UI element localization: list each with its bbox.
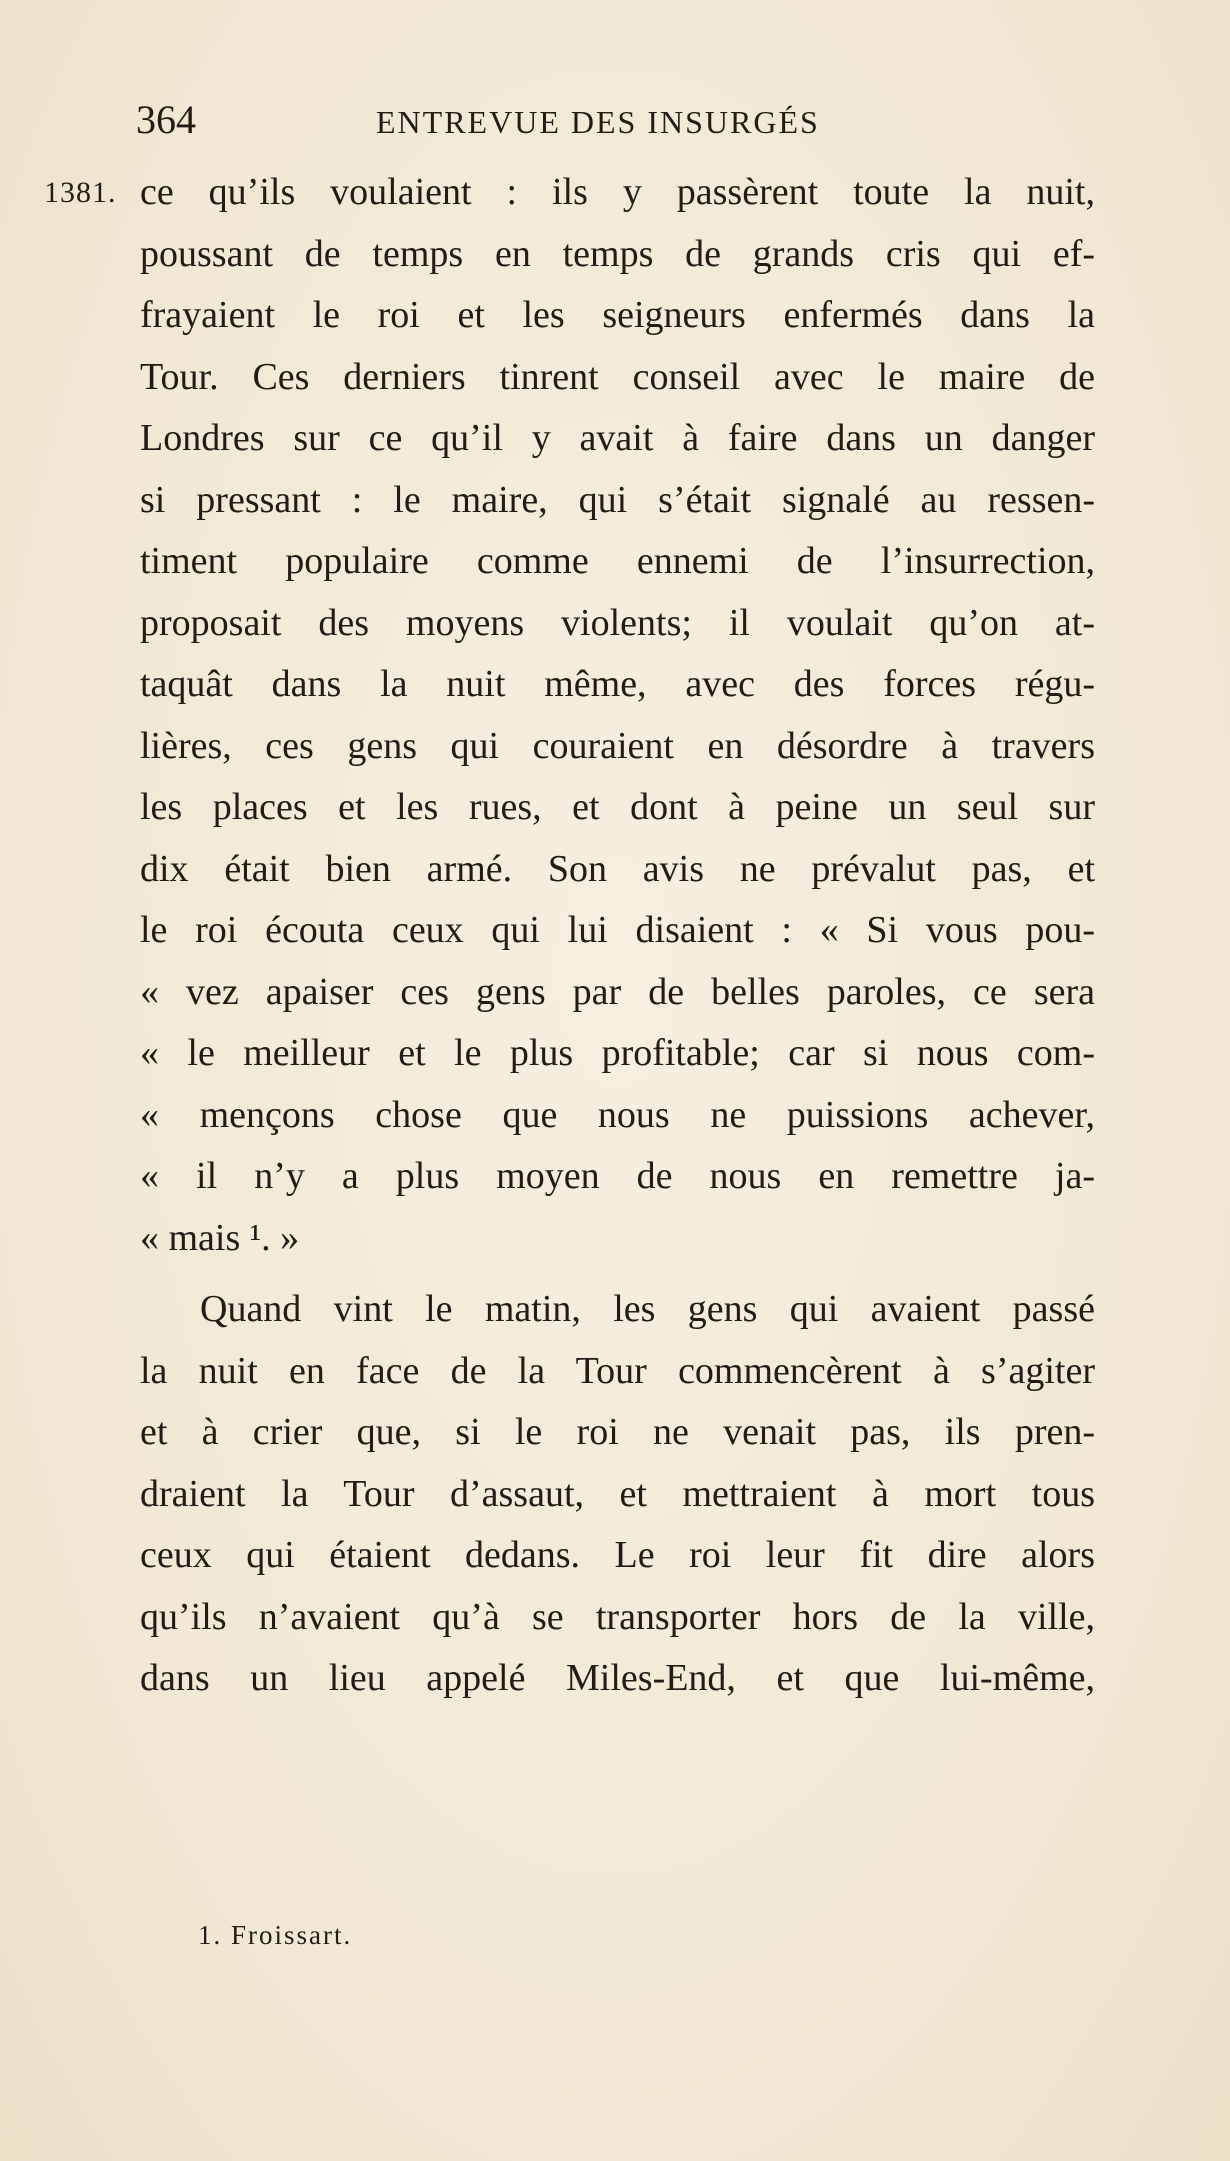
text-line: ceux qui étaient dedans. Le roi leur fit dire alors bbox=[140, 1534, 1095, 1576]
text-line: « mençons chose que nous ne puissions achever, bbox=[140, 1093, 1095, 1136]
text-line: « il n’y a plus moyen de nous en remettre ja- bbox=[140, 1155, 1095, 1197]
text-line: les places et les rues, et dont à peine un seul sur bbox=[140, 786, 1095, 828]
running-title: ENTREVUE DES INSURGÉS bbox=[376, 104, 820, 140]
text-line: proposait des moyens violents; il voulait qu’on at- bbox=[140, 601, 1095, 644]
text-line: et à crier que, si le roi ne venait pas, ils pren- bbox=[140, 1411, 1095, 1453]
text-line: poussant de temps en temps de grands cris qui ef- bbox=[140, 232, 1095, 275]
text-line: taquât dans la nuit même, avec des forces régu- bbox=[140, 663, 1095, 705]
text-line: timent populaire comme ennemi de l’insurrection, bbox=[140, 540, 1095, 582]
margin-date: 1381. bbox=[44, 176, 117, 209]
text-line bbox=[44, 162, 1095, 224]
text-line: « le meilleur et le plus profitable; car si nous com- bbox=[140, 1032, 1095, 1074]
text-line: draient la Tour d’assaut, et mettraient à mort tous bbox=[140, 1472, 1095, 1515]
text-line: lières, ces gens qui couraient en désordre à travers bbox=[140, 724, 1095, 767]
text-line: la nuit en face de la Tour commencèrent à s’agiter bbox=[140, 1349, 1095, 1392]
text-line: Tour. Ces derniers tinrent conseil avec le maire de bbox=[140, 355, 1095, 398]
footnote: 1. Froissart. bbox=[198, 1920, 353, 1950]
text-line: qu’ils n’avaient qu’à se transporter hors de la ville, bbox=[140, 1595, 1095, 1638]
text-line: dans un lieu appelé Miles-End, et que lui-même, bbox=[140, 1657, 1095, 1699]
text-line: Londres sur ce qu’il y avait à faire dans un danger bbox=[140, 417, 1095, 459]
text-line: dix était bien armé. Son avis ne prévalut pas, et bbox=[140, 847, 1095, 890]
text-line: le roi écouta ceux qui lui disaient : « Si vous pou- bbox=[140, 909, 1095, 951]
body-text bbox=[44, 162, 1095, 1710]
text-line: Quand vint le matin, les gens qui avaient passé bbox=[200, 1288, 1095, 1330]
text-line-content: ce qu’ils voulaient : ils y passèrent toute la nuit, bbox=[140, 171, 1095, 213]
page-number: 364 bbox=[136, 97, 196, 142]
text-line: « mais ¹. » bbox=[140, 1216, 300, 1259]
text-line: « vez apaiser ces gens par de belles paroles, ce sera bbox=[140, 970, 1095, 1013]
text-line: si pressant : le maire, qui s’était signalé au ressen- bbox=[140, 478, 1095, 521]
page-header bbox=[136, 92, 1096, 152]
text-line: frayaient le roi et les seigneurs enfermés dans la bbox=[140, 294, 1095, 336]
